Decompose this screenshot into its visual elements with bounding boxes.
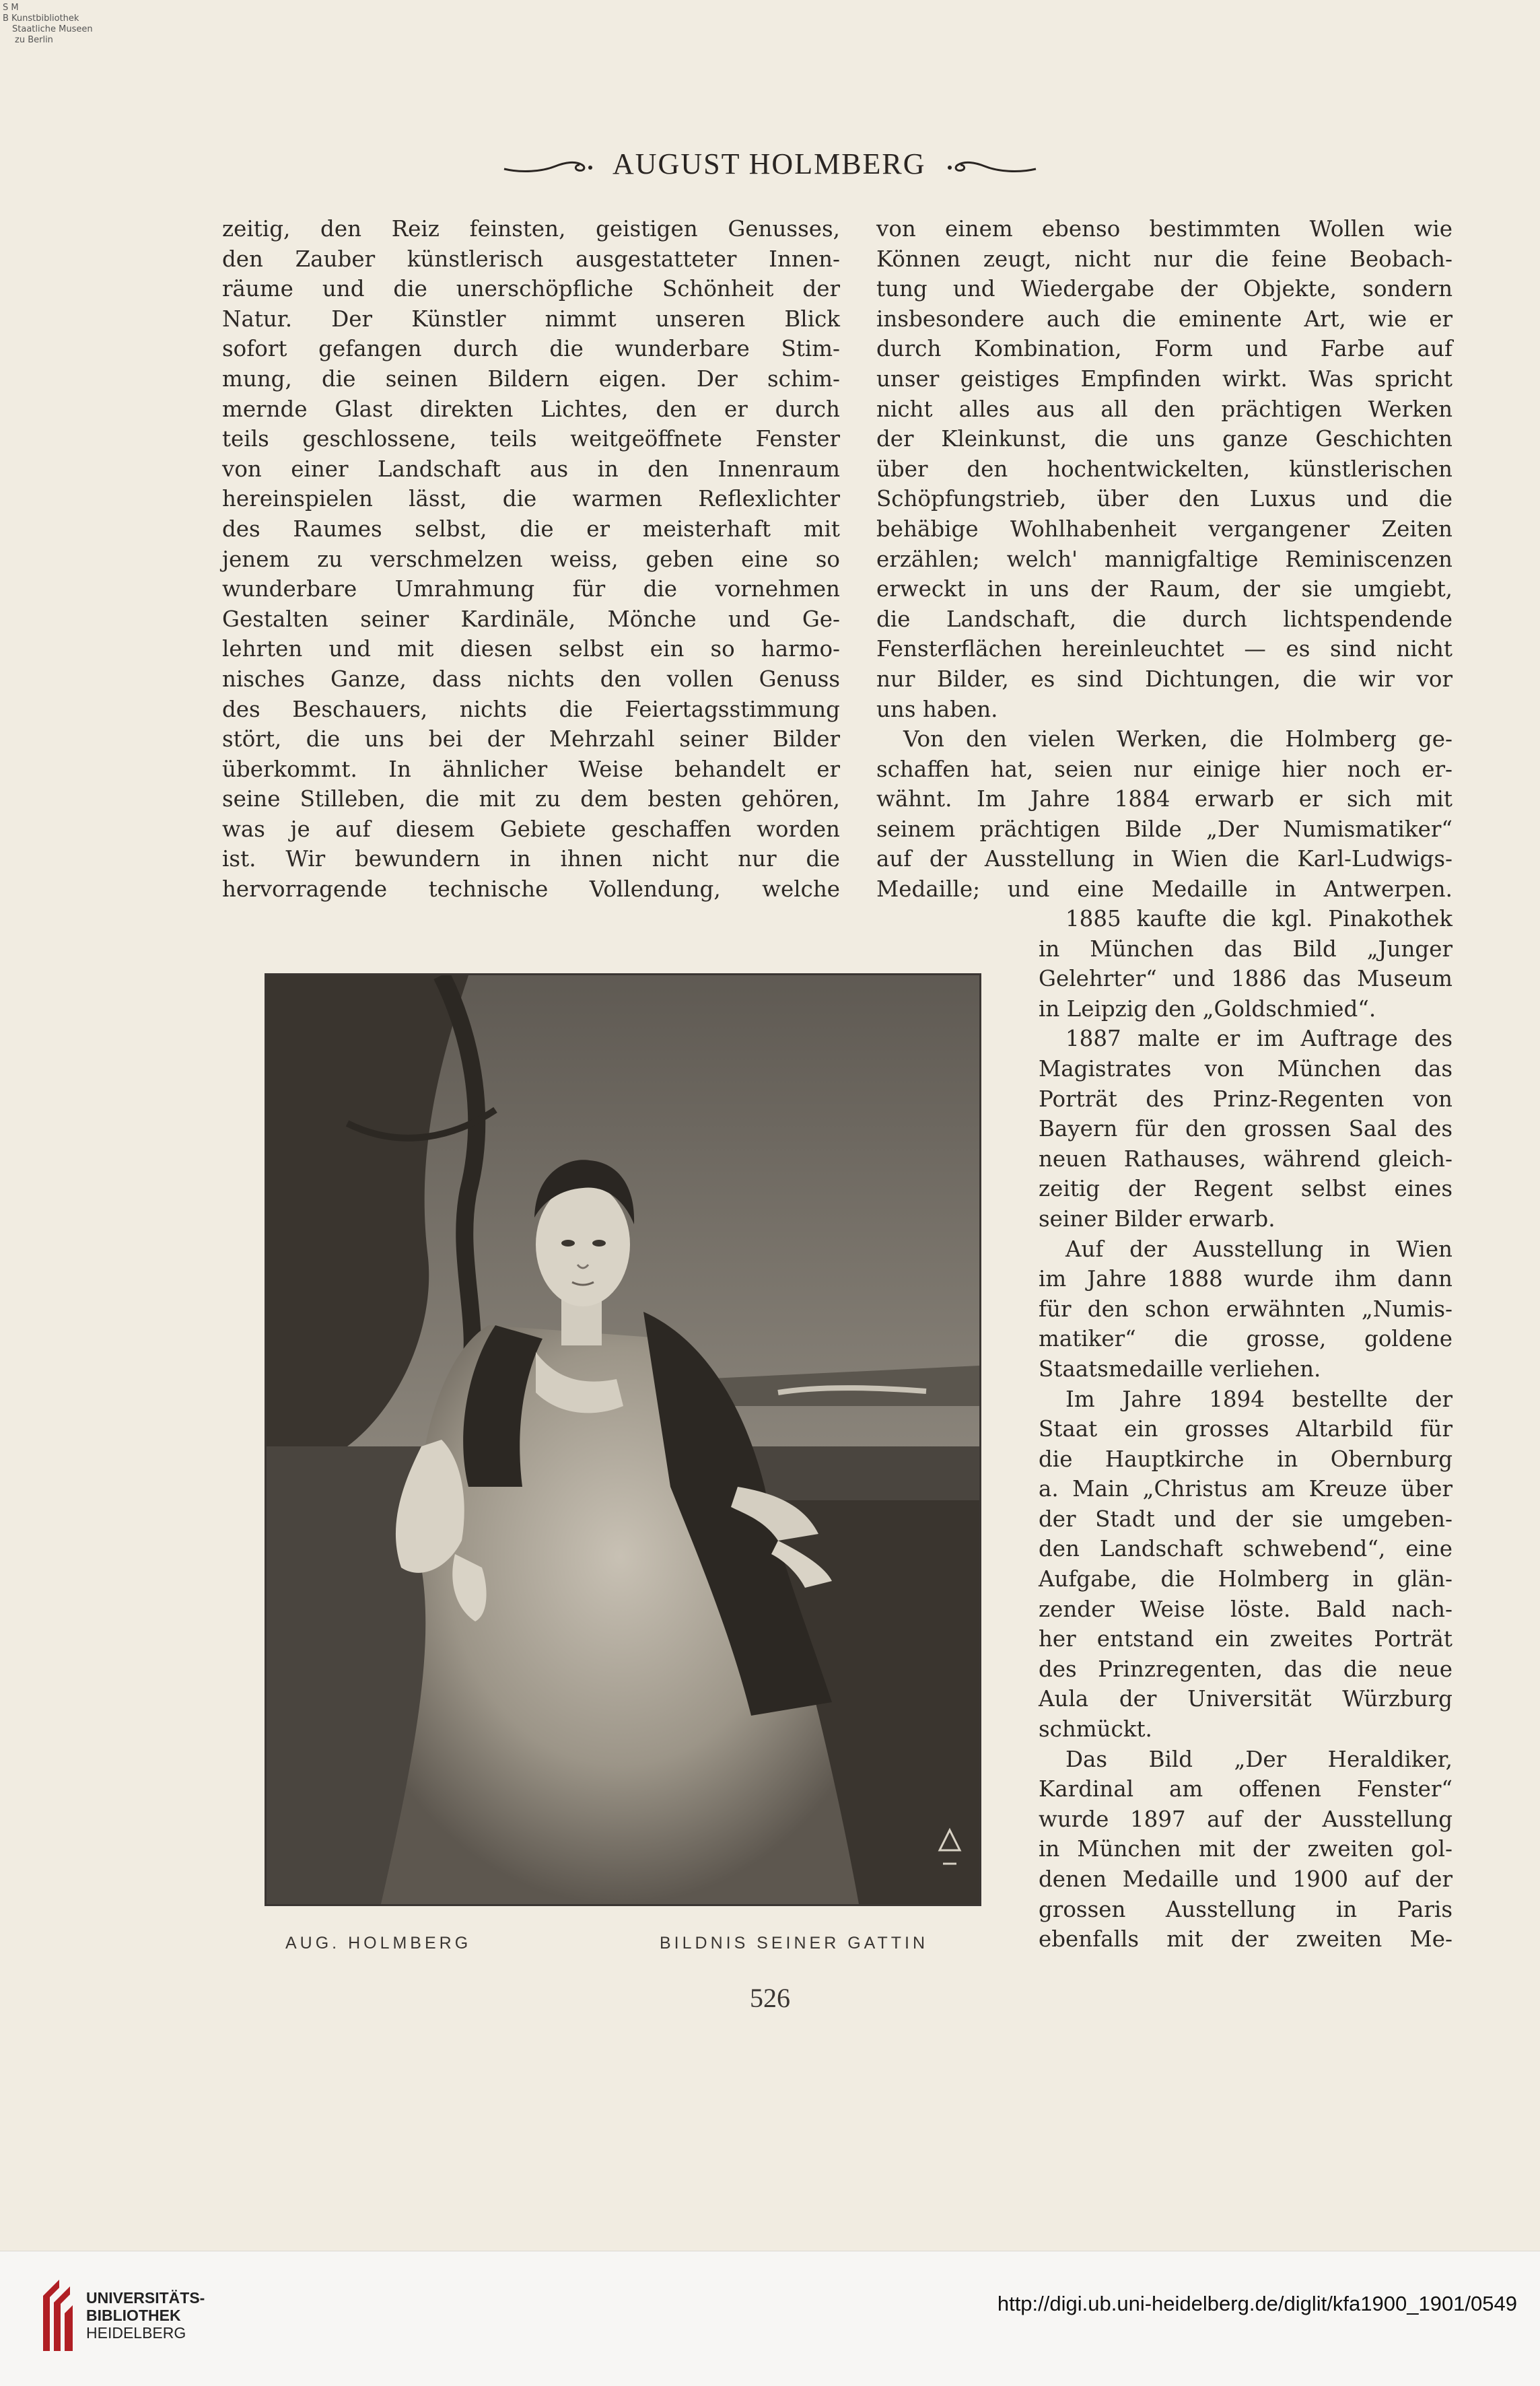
text-line: räume und die unerschöpfliche Schönheit der	[222, 276, 840, 302]
text-line: seinem prächtigen Bilde „Der Numismatiker“	[876, 816, 1452, 842]
text-line: Auf der Ausstellung in Wien	[1065, 1236, 1452, 1262]
text-line: der Kleinkunst, die uns ganze Geschichten	[876, 426, 1452, 452]
right-narrow-column	[1039, 904, 1452, 1955]
text-line: schmückt.	[1039, 1716, 1152, 1743]
text-line: Gelehrter“ und 1886 das Museum	[1039, 966, 1452, 992]
text-line: lehrten und mit diesen selbst ein so harmo-	[222, 636, 840, 662]
text-line: Gestalten seiner Kardinäle, Mönche und Ge-	[222, 606, 840, 632]
caption-title: BILDNIS SEINER GATTIN	[660, 1934, 929, 1953]
right-ornament-icon	[944, 157, 1039, 177]
library-stamp	[0, 3, 131, 46]
text-line: Können zeugt, nicht nur die feine Beobach-	[876, 246, 1452, 272]
text-line: hervorragende technische Vollendung, welche	[222, 876, 840, 903]
text-line: was je auf diesem Gebiete geschaffen worden	[222, 816, 840, 842]
library-name	[86, 2289, 205, 2342]
text-line: für den schon erwähnten „Numis-	[1039, 1296, 1452, 1322]
text-line: wunderbare Umrahmung für die vornehmen	[222, 576, 840, 602]
text-line: mernde Glast direkten Lichtes, den er durch	[222, 396, 840, 422]
text-line: mung, die seinen Bildern eigen. Der schim-	[222, 365, 840, 392]
stamp-line: B Kunstbibliothek	[3, 13, 79, 24]
text-line: Porträt des Prinz-Regenten von	[1039, 1086, 1452, 1112]
text-line: durch Kombination, Form und Farbe auf	[876, 336, 1452, 362]
text-line: Staat ein grosses Altarbild für	[1039, 1416, 1452, 1442]
text-line: Magistrates von München das	[1039, 1055, 1452, 1082]
text-line: neuen Rathauses, während gleich-	[1039, 1146, 1452, 1172]
library-name-line: BIBLIOTHEK	[86, 2307, 181, 2324]
text-line: uns haben.	[876, 696, 998, 722]
text-line: Von den vielen Werken, die Holmberg ge-	[903, 726, 1452, 752]
text-line: über den hochentwickelten, künstlerischen	[876, 456, 1452, 482]
text-line: Staatsmedaille verliehen.	[1039, 1356, 1321, 1382]
text-line: tung und Wiedergabe der Objekte, sondern	[876, 276, 1452, 302]
text-line: insbesondere auch die eminente Art, wie er	[876, 306, 1452, 332]
text-line: der Stadt und der sie umgeben-	[1039, 1506, 1452, 1532]
text-line: sofort gefangen durch die wunderbare Stim-	[222, 336, 840, 362]
text-line: grossen Ausstellung in Paris	[1039, 1896, 1452, 1922]
header-title: AUGUST HOLMBERG	[612, 147, 926, 180]
text-line: in München das Bild „Junger	[1039, 936, 1452, 962]
text-line: überkommt. In ähnlicher Weise behandelt er	[222, 756, 840, 782]
text-line: jenem zu verschmelzen weiss, geben eine so	[222, 546, 840, 572]
text-line: teils geschlossene, teils weitgeöffnete Fenster	[222, 426, 840, 452]
text-line: Bayern für den grossen Saal des	[1039, 1116, 1452, 1142]
text-line: im Jahre 1888 wurde ihm dann	[1039, 1266, 1452, 1292]
library-name-line: UNIVERSITÄTS-	[86, 2289, 205, 2307]
text-line: her entstand ein zweites Porträt	[1039, 1626, 1452, 1652]
left-ornament-icon	[501, 157, 596, 177]
text-line: Fensterflächen hereinleuchtet — es sind nicht	[876, 636, 1452, 662]
stamp-line: Staatliche Museen	[12, 24, 93, 34]
text-line: die Hauptkirche in Obernburg	[1039, 1446, 1452, 1472]
text-line: zeitig der Regent selbst eines	[1039, 1176, 1452, 1202]
page-number: 526	[750, 1983, 790, 2013]
text-line: des Raumes selbst, die er meisterhaft mit	[222, 516, 840, 542]
text-line: 1885 kaufte die kgl. Pinakothek	[1065, 906, 1452, 932]
left-text-column	[222, 214, 840, 905]
text-line: Medaille; und eine Medaille in Antwerpen.	[876, 876, 1452, 903]
text-line: nisches Ganze, dass nichts den vollen Genuss	[222, 666, 840, 692]
text-line: seiner Bilder erwarb.	[1039, 1205, 1275, 1232]
text-line: Schöpfungstrieb, über den Luxus und die	[876, 486, 1452, 512]
text-line: den Zauber künstlerisch ausgestatteter Innen-	[222, 246, 840, 272]
text-line: nur Bilder, es sind Dichtungen, die wir vor	[876, 666, 1452, 692]
university-library-logo-icon	[40, 2276, 75, 2356]
right-text-column	[876, 214, 1452, 905]
text-line: stört, die uns bei der Mehrzahl seiner Bilder	[222, 726, 840, 752]
text-line: zender Weise löste. Bald nach-	[1039, 1596, 1452, 1622]
text-line: in Leipzig den „Goldschmied“.	[1039, 995, 1376, 1022]
text-line: des Beschauers, nichts die Feiertagsstimmung	[222, 696, 840, 722]
text-line: wähnt. Im Jahre 1884 erwarb er sich mit	[876, 786, 1452, 812]
stamp-line: zu Berlin	[15, 35, 53, 45]
stamp-line: S M	[3, 3, 19, 13]
text-line: behäbige Wohlhabenheit vergangener Zeiten	[876, 516, 1452, 542]
text-line: erzählen; welch' mannigfaltige Reminiscenzen	[876, 546, 1452, 572]
text-line: ist. Wir bewundern in ihnen nicht nur die	[222, 846, 840, 872]
text-line: Das Bild „Der Heraldiker,	[1065, 1746, 1452, 1772]
text-line: auf der Ausstellung in Wien die Karl-Ludwigs-	[876, 846, 1452, 872]
text-line: Im Jahre 1894 bestellte der	[1065, 1386, 1452, 1412]
text-line: seine Stilleben, die mit zu dem besten gehören,	[222, 786, 840, 812]
text-line: zeitig, den Reiz feinsten, geistigen Genusses,	[222, 216, 840, 242]
text-line: hereinspielen lässt, die warmen Reflexlichter	[222, 486, 840, 512]
text-line: nicht alles aus all den prächtigen Werken	[876, 396, 1452, 422]
text-line: a. Main „Christus am Kreuze über	[1039, 1476, 1452, 1502]
portrait-painting	[265, 973, 981, 1906]
permalink-url[interactable]: http://digi.ub.uni-heidelberg.de/diglit/kfa1900_1901/0549	[997, 2292, 1517, 2315]
text-line: 1887 malte er im Auftrage des	[1065, 1026, 1452, 1052]
text-line: unser geistiges Empfinden wirkt. Was spricht	[876, 365, 1452, 392]
text-line: des Prinzregenten, das die neue	[1039, 1656, 1452, 1682]
text-line: ebenfalls mit der zweiten Me-	[1039, 1926, 1452, 1953]
text-line: Aula der Universität Würzburg	[1039, 1686, 1452, 1712]
portrait-image	[267, 975, 979, 1904]
text-line: in München mit der zweiten gol-	[1039, 1836, 1452, 1862]
caption-artist: AUG. HOLMBERG	[285, 1934, 472, 1953]
text-line: wurde 1897 auf der Ausstellung	[1039, 1806, 1452, 1832]
text-line: Kardinal am offenen Fenster“	[1039, 1776, 1452, 1802]
text-line: von einem ebenso bestimmten Wollen wie	[876, 216, 1452, 242]
text-line: erweckt in uns der Raum, der sie umgiebt,	[876, 576, 1452, 602]
text-line: matiker“ die grosse, goldene	[1039, 1326, 1452, 1352]
text-line: von einer Landschaft aus in den Innenraum	[222, 456, 840, 482]
text-line: schaffen hat, seien nur einige hier noch er-	[876, 756, 1452, 782]
text-line: den Landschaft schwebend“, eine	[1039, 1536, 1452, 1562]
text-line: denen Medaille und 1900 auf der	[1039, 1866, 1452, 1892]
running-header	[0, 147, 1540, 187]
text-line: die Landschaft, die durch lichtspendende	[876, 606, 1452, 632]
text-line: Natur. Der Künstler nimmt unseren Blick	[222, 306, 840, 332]
footer-bar	[0, 2251, 1540, 2386]
text-line: Aufgabe, die Holmberg in glän-	[1039, 1566, 1452, 1592]
library-name-line: HEIDELBERG	[86, 2324, 186, 2342]
